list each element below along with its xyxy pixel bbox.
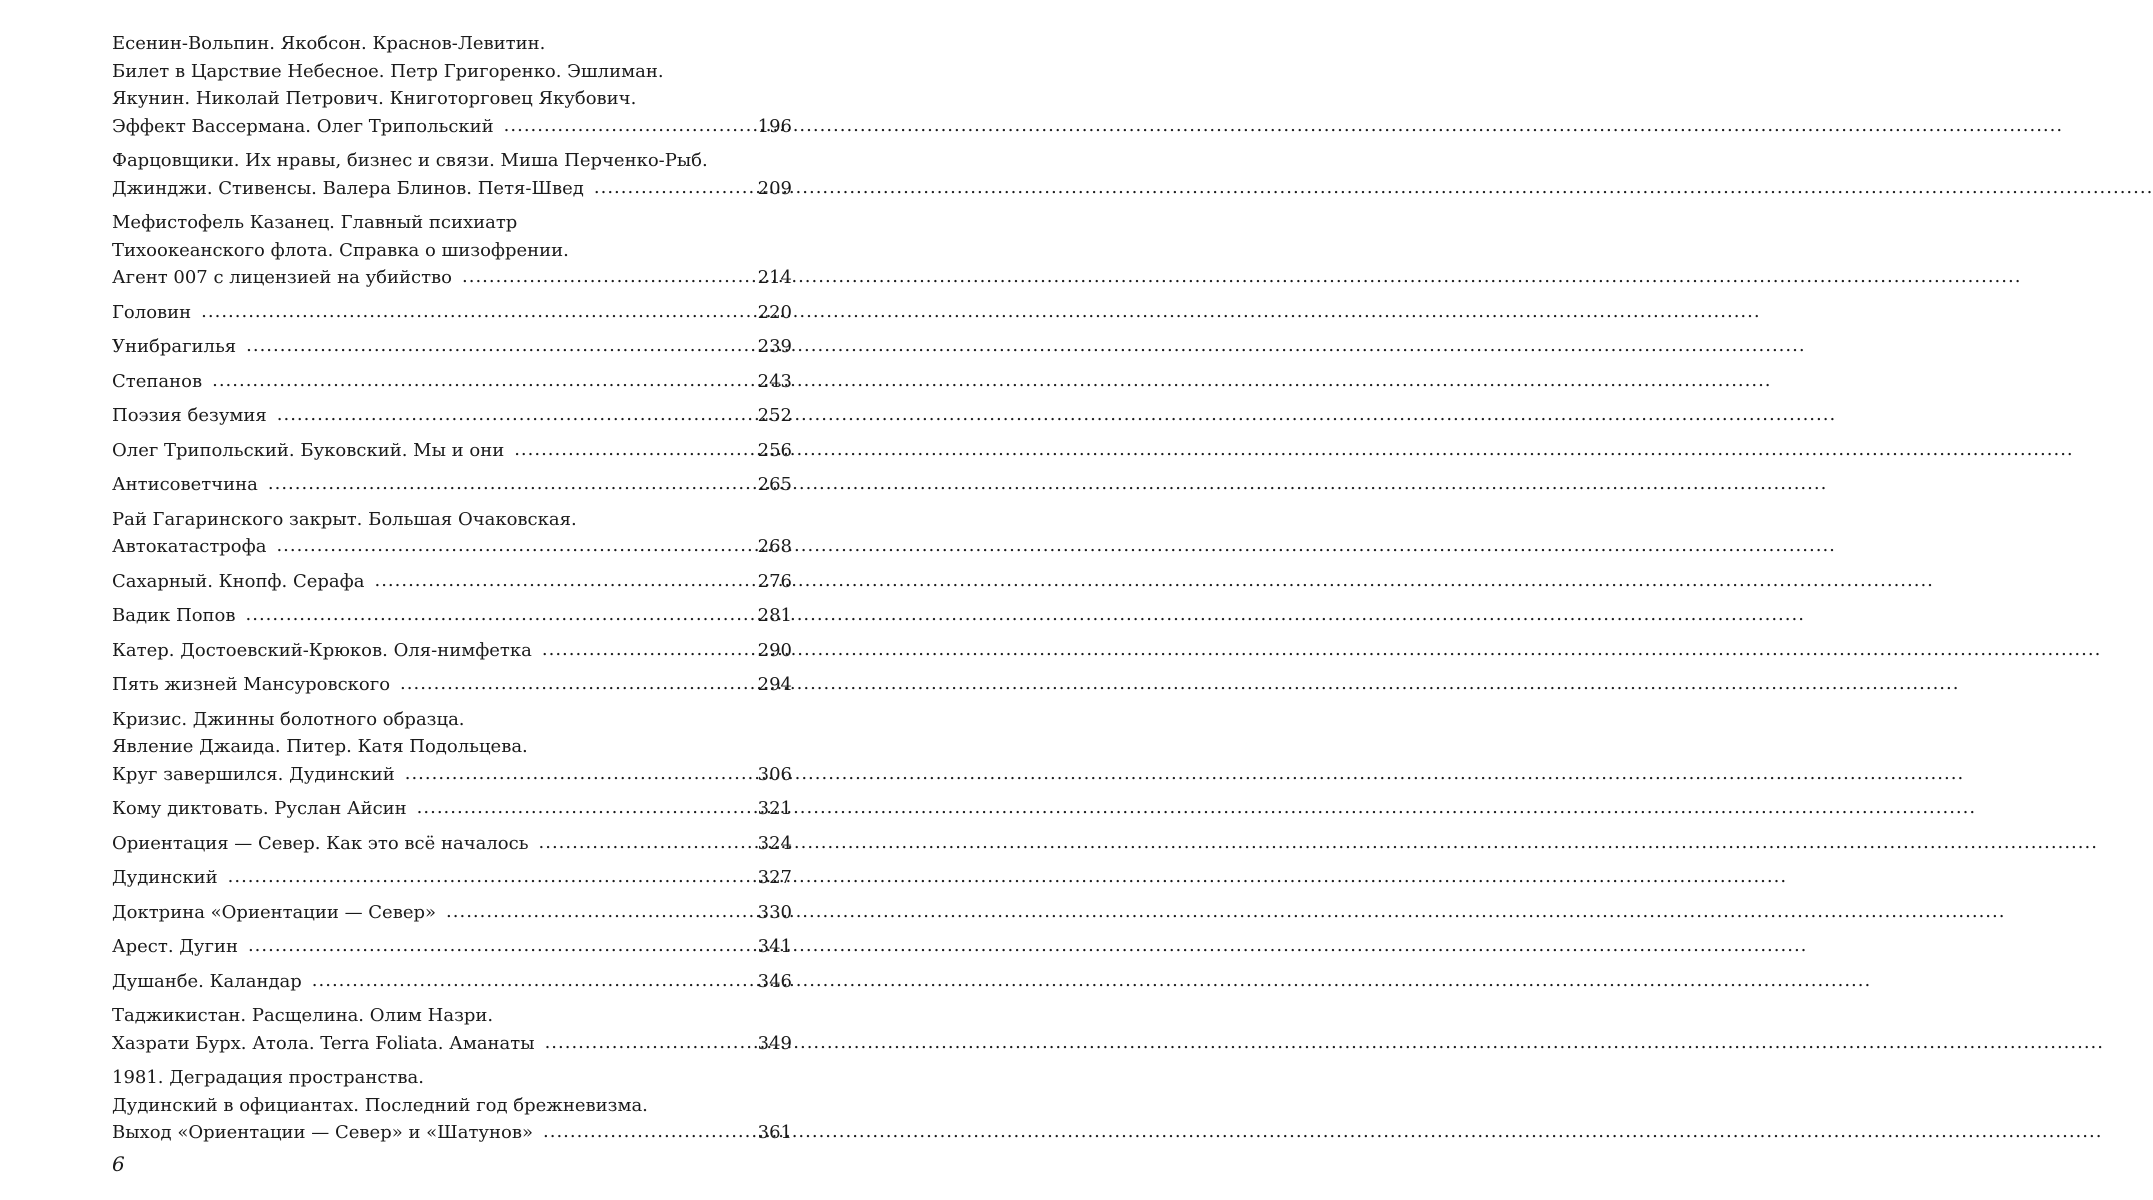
toc-page-number: 321 bbox=[757, 798, 792, 819]
toc-entry-last-line bbox=[112, 471, 792, 499]
dot-leader bbox=[268, 470, 755, 498]
dot-leader bbox=[539, 829, 755, 857]
toc-page-number: 294 bbox=[757, 674, 792, 695]
toc-page-number: 209 bbox=[757, 177, 792, 199]
toc-page-number: 349 bbox=[757, 1032, 792, 1054]
dot-leader bbox=[374, 567, 754, 595]
toc-page-number: 196 bbox=[757, 115, 792, 137]
dot-leader bbox=[405, 760, 755, 788]
toc-entry-line: Фарцовщики. Их нравы, бизнес и связи. Миша Перченко-Рыб. bbox=[112, 150, 708, 171]
toc-entry-title: Олег Трипольский. Буковский. Мы и они bbox=[112, 439, 505, 461]
toc-entry bbox=[112, 933, 792, 961]
toc-entry-line: Дудинский в официантах. Последний год брежневизма. bbox=[112, 1094, 648, 1116]
toc-entry-last-line bbox=[112, 568, 792, 596]
toc-entry-line: Кризис. Джинны болотного образца. bbox=[112, 708, 465, 730]
toc-entry bbox=[112, 437, 792, 465]
toc-entry bbox=[112, 368, 792, 396]
toc-entry bbox=[112, 968, 792, 996]
dot-leader bbox=[400, 670, 755, 698]
toc-entry bbox=[112, 637, 792, 665]
toc-entry-title: Степанов bbox=[112, 370, 203, 392]
toc-entry-last-line bbox=[112, 402, 792, 430]
toc-entry-line: Таджикистан. Расщелина. Олим Назри. bbox=[112, 1005, 494, 1026]
dot-leader bbox=[545, 1029, 755, 1057]
toc-entry-line: Билет в Царствие Небесное. Петр Григоренко. Эшлиман. bbox=[112, 60, 664, 82]
toc-entry-line: Якунин. Николай Петрович. Книготорговец Якубович. bbox=[112, 88, 637, 109]
toc-entry bbox=[112, 1002, 792, 1057]
toc-entry-last-line bbox=[112, 864, 792, 892]
toc-page-number: 330 bbox=[757, 901, 792, 923]
toc-entry-title: Джинджи. Стивенсы. Валера Блинов. Петя-Швед bbox=[112, 177, 584, 199]
toc-entry-line: Тихоокеанского флота. Справка о шизофрении. bbox=[112, 239, 569, 261]
dot-leader bbox=[446, 898, 755, 926]
toc-entry bbox=[112, 795, 792, 823]
toc-entry-title: Унибрагилья bbox=[112, 336, 237, 357]
dot-leader bbox=[248, 932, 755, 960]
toc-entry-title: Катер. Достоевский-Крюков. Оля-нимфетка bbox=[112, 639, 532, 661]
toc-entry-last-line bbox=[112, 602, 792, 630]
toc-page-number: 327 bbox=[757, 867, 792, 888]
toc-page-number: 268 bbox=[757, 536, 792, 557]
toc-page-number: 214 bbox=[757, 267, 792, 288]
toc-entry-title: Душанбе. Каландар bbox=[112, 970, 302, 992]
dot-leader bbox=[246, 332, 755, 360]
toc-entry bbox=[112, 602, 792, 630]
dot-leader bbox=[514, 436, 754, 464]
toc-entry-last-line bbox=[112, 368, 792, 396]
toc-page-number: 281 bbox=[757, 605, 792, 626]
dot-leader bbox=[201, 298, 754, 326]
toc-entry-last-line bbox=[112, 333, 792, 361]
toc-entry bbox=[112, 471, 792, 499]
dot-leader bbox=[228, 863, 755, 891]
toc-entry-last-line bbox=[112, 437, 792, 465]
toc-entry-title: Арест. Дугин bbox=[112, 936, 238, 957]
toc-entry-title: Круг завершился. Дудинский bbox=[112, 763, 395, 785]
toc-page-number: 276 bbox=[757, 570, 792, 592]
dot-leader bbox=[543, 1118, 755, 1146]
toc-entry-title: Автокатастрофа bbox=[112, 536, 267, 557]
toc-entry-title: Вадик Попов bbox=[112, 605, 236, 626]
toc-entry-last-line bbox=[112, 113, 792, 141]
toc-entry-title: Антисоветчина bbox=[112, 474, 258, 495]
toc-entry bbox=[112, 506, 792, 561]
toc-entry bbox=[112, 299, 792, 327]
toc-entry-line: Явление Джаида. Питер. Катя Подольцева. bbox=[112, 736, 528, 757]
toc-page-number: 220 bbox=[757, 301, 792, 323]
toc-entry-last-line bbox=[112, 899, 792, 927]
toc-entry-last-line bbox=[112, 830, 792, 858]
toc-page-number: 252 bbox=[757, 405, 792, 426]
toc-entry-title: Дудинский bbox=[112, 867, 218, 888]
dot-leader bbox=[312, 967, 755, 995]
toc-entry bbox=[112, 147, 792, 202]
dot-leader bbox=[504, 112, 755, 140]
toc-entry bbox=[112, 830, 792, 858]
toc-entry-title: Поэзия безумия bbox=[112, 405, 267, 426]
toc-page-number: 243 bbox=[757, 370, 792, 392]
toc-entry-title: Выход «Ориентации — Север» и «Шатунов» bbox=[112, 1122, 533, 1143]
toc-entry-last-line bbox=[112, 968, 792, 996]
toc-entry-last-line bbox=[112, 175, 792, 203]
toc-entry-title: Пять жизней Мансуровского bbox=[112, 674, 391, 695]
toc-entry-last-line bbox=[112, 533, 792, 561]
toc-page-number: 306 bbox=[757, 763, 792, 785]
toc-entry-title: Доктрина «Ориентации — Север» bbox=[112, 901, 437, 923]
toc-entry-last-line bbox=[112, 1030, 792, 1058]
dot-leader bbox=[276, 532, 754, 560]
page-number: 6 bbox=[112, 1152, 125, 1176]
dot-leader bbox=[246, 601, 755, 629]
toc-entry-last-line bbox=[112, 264, 792, 292]
toc-entry-title: Сахарный. Кнопф. Серафа bbox=[112, 570, 365, 592]
toc-entry-title: Головин bbox=[112, 301, 192, 323]
toc-entry-title: Эффект Вассермана. Олег Трипольский bbox=[112, 115, 494, 137]
toc-entry-last-line bbox=[112, 671, 792, 699]
toc-page-number: 324 bbox=[757, 832, 792, 854]
toc-entry-line: 1981. Деградация пространства. bbox=[112, 1067, 424, 1088]
toc-entry-line: Есенин-Вольпин. Якобсон. Краснов-Левитин. bbox=[112, 33, 546, 54]
toc-entry bbox=[112, 706, 792, 789]
toc-entry-title: Хазрати Бурх. Атола. Terra Foliata. Аманаты bbox=[112, 1032, 535, 1054]
toc-entry-title: Агент 007 с лицензией на убийство bbox=[112, 267, 452, 288]
toc-entry bbox=[112, 209, 792, 292]
toc-entry-title: Ориентация — Север. Как это всё началось bbox=[112, 832, 529, 854]
toc-entry bbox=[112, 30, 792, 140]
toc-page-number: 239 bbox=[757, 336, 792, 357]
toc-page-number: 361 bbox=[757, 1122, 792, 1143]
toc-page-number: 256 bbox=[757, 439, 792, 461]
table-of-contents bbox=[112, 30, 792, 1154]
toc-entry-last-line bbox=[112, 933, 792, 961]
toc-page-number: 346 bbox=[757, 970, 792, 992]
dot-leader bbox=[594, 174, 755, 202]
toc-entry bbox=[112, 402, 792, 430]
toc-page-number: 290 bbox=[757, 639, 792, 661]
toc-entry bbox=[112, 568, 792, 596]
toc-entry bbox=[112, 671, 792, 699]
toc-entry-last-line bbox=[112, 637, 792, 665]
dot-leader bbox=[212, 367, 755, 395]
toc-entry-last-line bbox=[112, 299, 792, 327]
toc-entry-last-line bbox=[112, 1119, 792, 1147]
toc-entry bbox=[112, 899, 792, 927]
toc-entry-line: Мефистофель Казанец. Главный психиатр bbox=[112, 212, 518, 233]
dot-leader bbox=[277, 401, 755, 429]
toc-page-number: 341 bbox=[757, 936, 792, 957]
toc-entry-last-line bbox=[112, 761, 792, 789]
toc-entry bbox=[112, 1064, 792, 1147]
toc-entry bbox=[112, 333, 792, 361]
toc-entry-line: Рай Гагаринского закрыт. Большая Очаковская. bbox=[112, 508, 577, 530]
toc-entry-title: Кому диктовать. Руслан Айсин bbox=[112, 798, 407, 819]
dot-leader bbox=[462, 263, 755, 291]
toc-entry bbox=[112, 864, 792, 892]
dot-leader bbox=[542, 636, 755, 664]
dot-leader bbox=[417, 794, 755, 822]
toc-page-number: 265 bbox=[757, 474, 792, 495]
toc-entry-last-line bbox=[112, 795, 792, 823]
